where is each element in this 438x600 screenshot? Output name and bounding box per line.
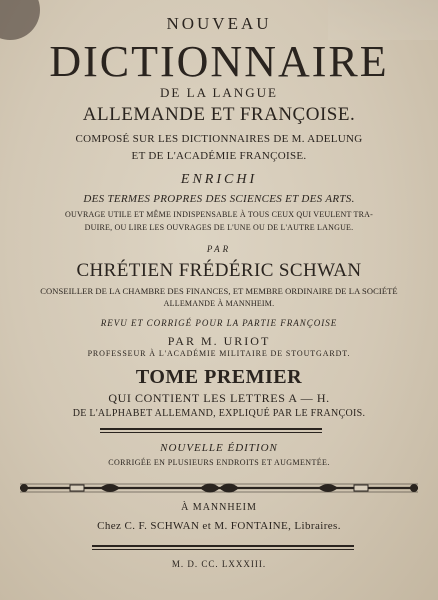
subtitle-academie: ET DE L'ACADÉMIE FRANÇOISE.: [131, 150, 307, 162]
subtitle-enrichi: ENRICHI: [180, 172, 258, 187]
reviser-name: PAR M. URIOT: [167, 334, 271, 348]
imprint-publishers: Chez C. F. SCHWAN et M. FONTAINE, Libraires.: [97, 520, 341, 532]
volume-title: TOME PREMIER: [135, 366, 303, 388]
author-role-line-2: ALLEMANDE À MANNHEIM.: [163, 299, 275, 308]
title-allemande: ALLEMANDE ET FRANÇOISE.: [82, 104, 356, 125]
edition-label: NOUVELLE ÉDITION: [160, 442, 278, 454]
par-label: PAR: [206, 244, 232, 254]
publication-year: M. D. CC. LXXXIII.: [171, 559, 267, 569]
divider-rule-top-thin: [100, 432, 322, 433]
edition-note: CORRIGÉE EN PLUSIEURS ENDROITS ET AUGMENTÉE.: [108, 458, 330, 467]
title-de-la-langue: DE LA LANGUE: [160, 85, 278, 100]
divider-rule-top: [100, 428, 322, 430]
subtitle-termes: DES TERMES PROPRES DES SCIENCES ET DES ARTS.: [83, 193, 355, 205]
title-dictionnaire: DICTIONNAIRE: [49, 37, 389, 86]
volume-contents: QUI CONTIENT LES LETTRES A — H.: [108, 391, 330, 405]
description-line-1: OUVRAGE UTILE ET MÊME INDISPENSABLE À TOUS CEUX QUI VEULENT TRA-: [65, 210, 373, 219]
title-nouveau: NOUVEAU: [166, 14, 272, 33]
subtitle-compose: COMPOSÉ SUR LES DICTIONNAIRES DE M. ADELUNG: [75, 133, 363, 145]
imprint-city: À MANNHEIM: [181, 502, 257, 513]
volume-alphabet-note: DE L'ALPHABET ALLEMAND, EXPLIQUÉ PAR LE FRANÇOIS.: [72, 408, 366, 419]
divider-rule-bottom: [92, 545, 354, 547]
description-line-2: DUIRE, OU LIRE LES OUVRAGES DE L'UNE OU DE L'AUTRE LANGUE.: [84, 223, 354, 232]
divider-rule-bottom-thin: [92, 549, 354, 550]
ornamental-divider: [20, 480, 418, 496]
author-role-line-1: CONSEILLER DE LA CHAMBRE DES FINANCES, ET MEMBRE ORDINAIRE DE LA SOCIÉTÉ: [40, 286, 398, 296]
reviser-role: PROFESSEUR À L'ACADÉMIE MILITAIRE DE STOUTGARDT.: [87, 349, 351, 358]
author-name: CHRÉTIEN FRÉDÉRIC SCHWAN: [76, 260, 362, 281]
revision-note: REVU ET CORRIGÉ POUR LA PARTIE FRANÇOISE: [100, 318, 338, 328]
